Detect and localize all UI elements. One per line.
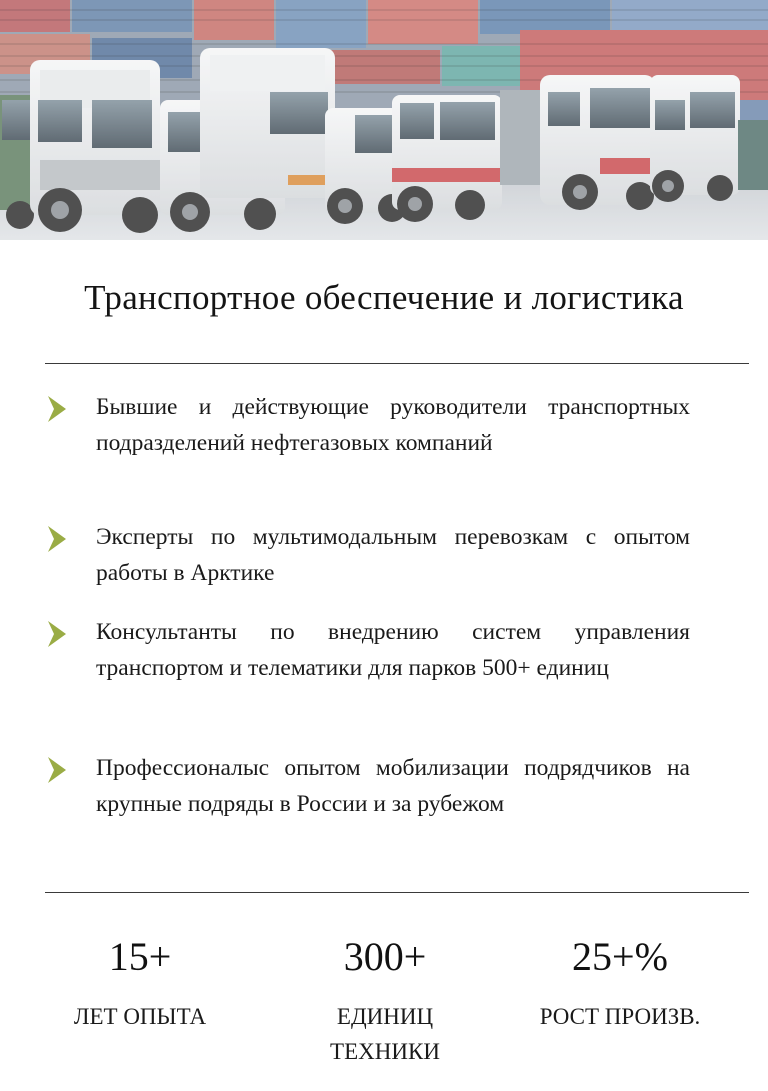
stat-label: ЛЕТ ОПЫТА [73, 1004, 207, 1029]
list-item-text: Профессионалыс опытом мобилизации подрядчиков на крупные подряды в России и за рубежом [96, 755, 690, 817]
list-item-text: Эксперты по мультимодальным перевозкам с опытом работы в Арктике [96, 524, 690, 586]
stat-years [40, 935, 240, 1034]
hero-image [0, 0, 768, 240]
stat-value: 15+ [108, 934, 172, 979]
chevron-right-icon [40, 522, 74, 556]
chevron-right-icon [40, 753, 74, 787]
top-divider [45, 363, 749, 364]
stat-growth [510, 935, 730, 1034]
bottom-divider [45, 892, 749, 893]
stat-value: 300+ [343, 934, 427, 979]
stat-label: РОСТ ПРОИЗВ. [539, 1004, 701, 1029]
list-item-text: Бывшие и действующие руководители транспортных подразделений нефтегазовых компаний [96, 394, 690, 456]
page-title: Транспортное обеспечение и логистика [84, 278, 684, 317]
chevron-right-icon [40, 617, 74, 651]
stat-units [300, 935, 470, 1069]
list-item-text: Консультанты по внедрению систем управления транспортом и телематики для парков 500+ единиц [96, 619, 690, 681]
stat-value: 25+% [572, 934, 668, 979]
truck-fleet-photo [0, 0, 768, 240]
chevron-right-icon [40, 392, 74, 426]
stat-label: ЕДИНИЦ ТЕХНИКИ [330, 1004, 440, 1064]
